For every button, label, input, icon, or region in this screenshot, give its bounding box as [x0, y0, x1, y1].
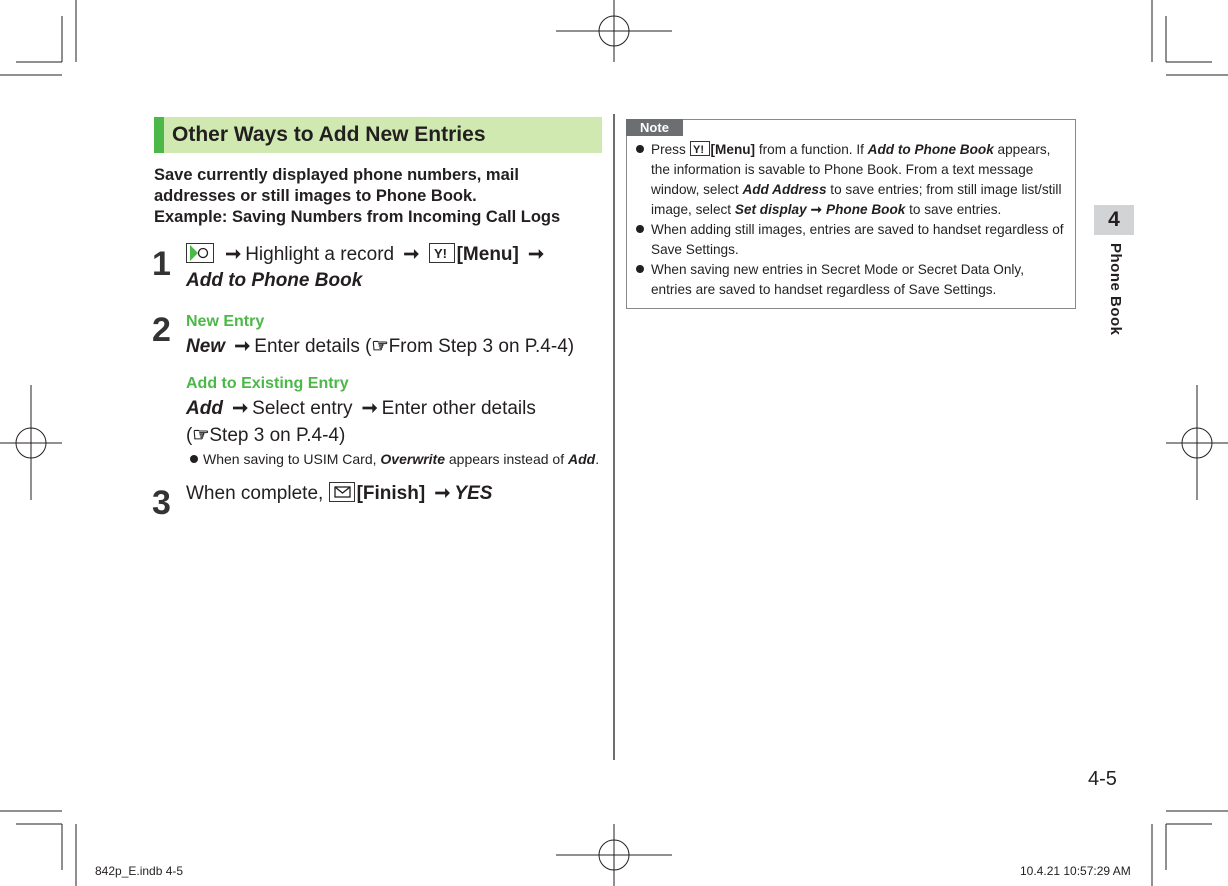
arrow-icon: ➞	[403, 244, 420, 265]
existing-entry-heading: Add to Existing Entry	[186, 375, 349, 392]
select-entry-text: Select entry	[252, 398, 353, 419]
pointer-icon: ☞	[192, 425, 210, 446]
ref-open: (	[186, 425, 193, 446]
camera-key-icon	[186, 243, 214, 263]
bullet-dot	[636, 225, 644, 233]
note-label: Note	[626, 119, 683, 136]
step-1-line-1	[186, 242, 548, 268]
menu-label: [Menu]	[456, 244, 519, 265]
step-2-ref-line	[186, 423, 345, 449]
step-2-number: 2	[152, 311, 171, 349]
arrow-icon: ➞	[810, 202, 823, 217]
menu-label: [Menu]	[710, 142, 756, 157]
overwrite-label: Overwrite	[380, 451, 445, 467]
example-heading: Example: Saving Numbers from Incoming Call Logs	[154, 208, 561, 226]
note-text: from a function. If	[755, 142, 868, 157]
enter-other-text: Enter other details	[381, 398, 536, 419]
yahoo-key-icon	[690, 141, 710, 156]
step-3-number: 3	[152, 484, 171, 522]
page-number: 4-5	[1088, 768, 1117, 790]
step-2-add-line	[186, 396, 536, 422]
arrow-icon: ➞	[234, 336, 251, 357]
yahoo-key-icon	[429, 243, 455, 263]
new-command: New	[186, 336, 226, 357]
step-1-text: Highlight a record	[245, 244, 395, 265]
bullet-dot	[636, 265, 644, 273]
slug-file: 842p_E.indb 4-5	[95, 864, 184, 878]
bullet-text: appears instead of	[445, 451, 568, 467]
pointer-icon: ☞	[371, 336, 389, 357]
note-item-1	[636, 140, 1068, 220]
new-reference: From Step 3 on P.4-4)	[388, 336, 575, 357]
yes-label: YES	[454, 483, 493, 504]
step-2-bullet	[190, 451, 599, 467]
add-command: Add	[186, 398, 223, 419]
add-to-phone-book-label: Add to Phone Book	[867, 142, 994, 157]
mail-key-icon	[329, 482, 355, 502]
new-entry-heading: New Entry	[186, 313, 265, 330]
existing-reference: Step 3 on P.4-4)	[209, 425, 346, 446]
bullet-dot	[190, 455, 198, 463]
note-item-3	[636, 260, 1068, 300]
arrow-icon: ➞	[434, 483, 451, 504]
add-label: Add	[567, 451, 596, 467]
phone-book-label: Phone Book	[826, 202, 906, 217]
note-list	[636, 140, 1068, 300]
bullet-text: When saving to USIM Card,	[203, 451, 381, 467]
note-text: When adding still images, entries are saved to handset regardless of Save Settings.	[651, 222, 1064, 257]
arrow-icon: ➞	[361, 398, 378, 419]
finish-label: [Finish]	[356, 483, 426, 504]
step-3-text: When complete,	[186, 483, 329, 504]
section-accent-bar	[154, 117, 164, 153]
bullet-dot	[636, 145, 644, 153]
chapter-tab-label: Phone Book	[1107, 243, 1124, 336]
step-2-new-line	[186, 334, 574, 360]
set-display-label: Set display	[734, 202, 807, 217]
section-header	[154, 117, 602, 153]
step-1-target: Add to Phone Book	[186, 270, 363, 291]
note-text: to save entries; from still image list/still image, select	[651, 182, 1062, 217]
note-text: When saving new entries in Secret Mode or Secret Data Only, entries are saved to handset regardless of Save Settings.	[651, 262, 1024, 297]
chapter-tab-number: 4	[1094, 205, 1134, 235]
section-intro: Save currently displayed phone numbers, mail addresses or still images to Phone Book.	[154, 166, 519, 205]
slug-timestamp: 10.4.21 10:57:29 AM	[1020, 864, 1131, 878]
arrow-icon: ➞	[232, 398, 249, 419]
note-item-2	[636, 220, 1068, 260]
section-title: Other Ways to Add New Entries	[172, 123, 486, 146]
add-address-label: Add Address	[742, 182, 827, 197]
enter-details-text: Enter details (	[254, 336, 372, 357]
note-text: appears, the information is savable to Phone Book. From a text message window, select	[651, 142, 1051, 197]
note-text: Press	[651, 142, 690, 157]
step-3-line	[186, 481, 492, 507]
svg-text:Y!: Y!	[692, 144, 704, 155]
svg-text:Y!: Y!	[433, 246, 447, 261]
step-1-number: 1	[152, 245, 171, 283]
note-text: to save entries.	[905, 202, 1002, 217]
arrow-icon: ➞	[528, 244, 545, 265]
bullet-period: .	[595, 451, 600, 467]
arrow-icon: ➞	[225, 244, 242, 265]
